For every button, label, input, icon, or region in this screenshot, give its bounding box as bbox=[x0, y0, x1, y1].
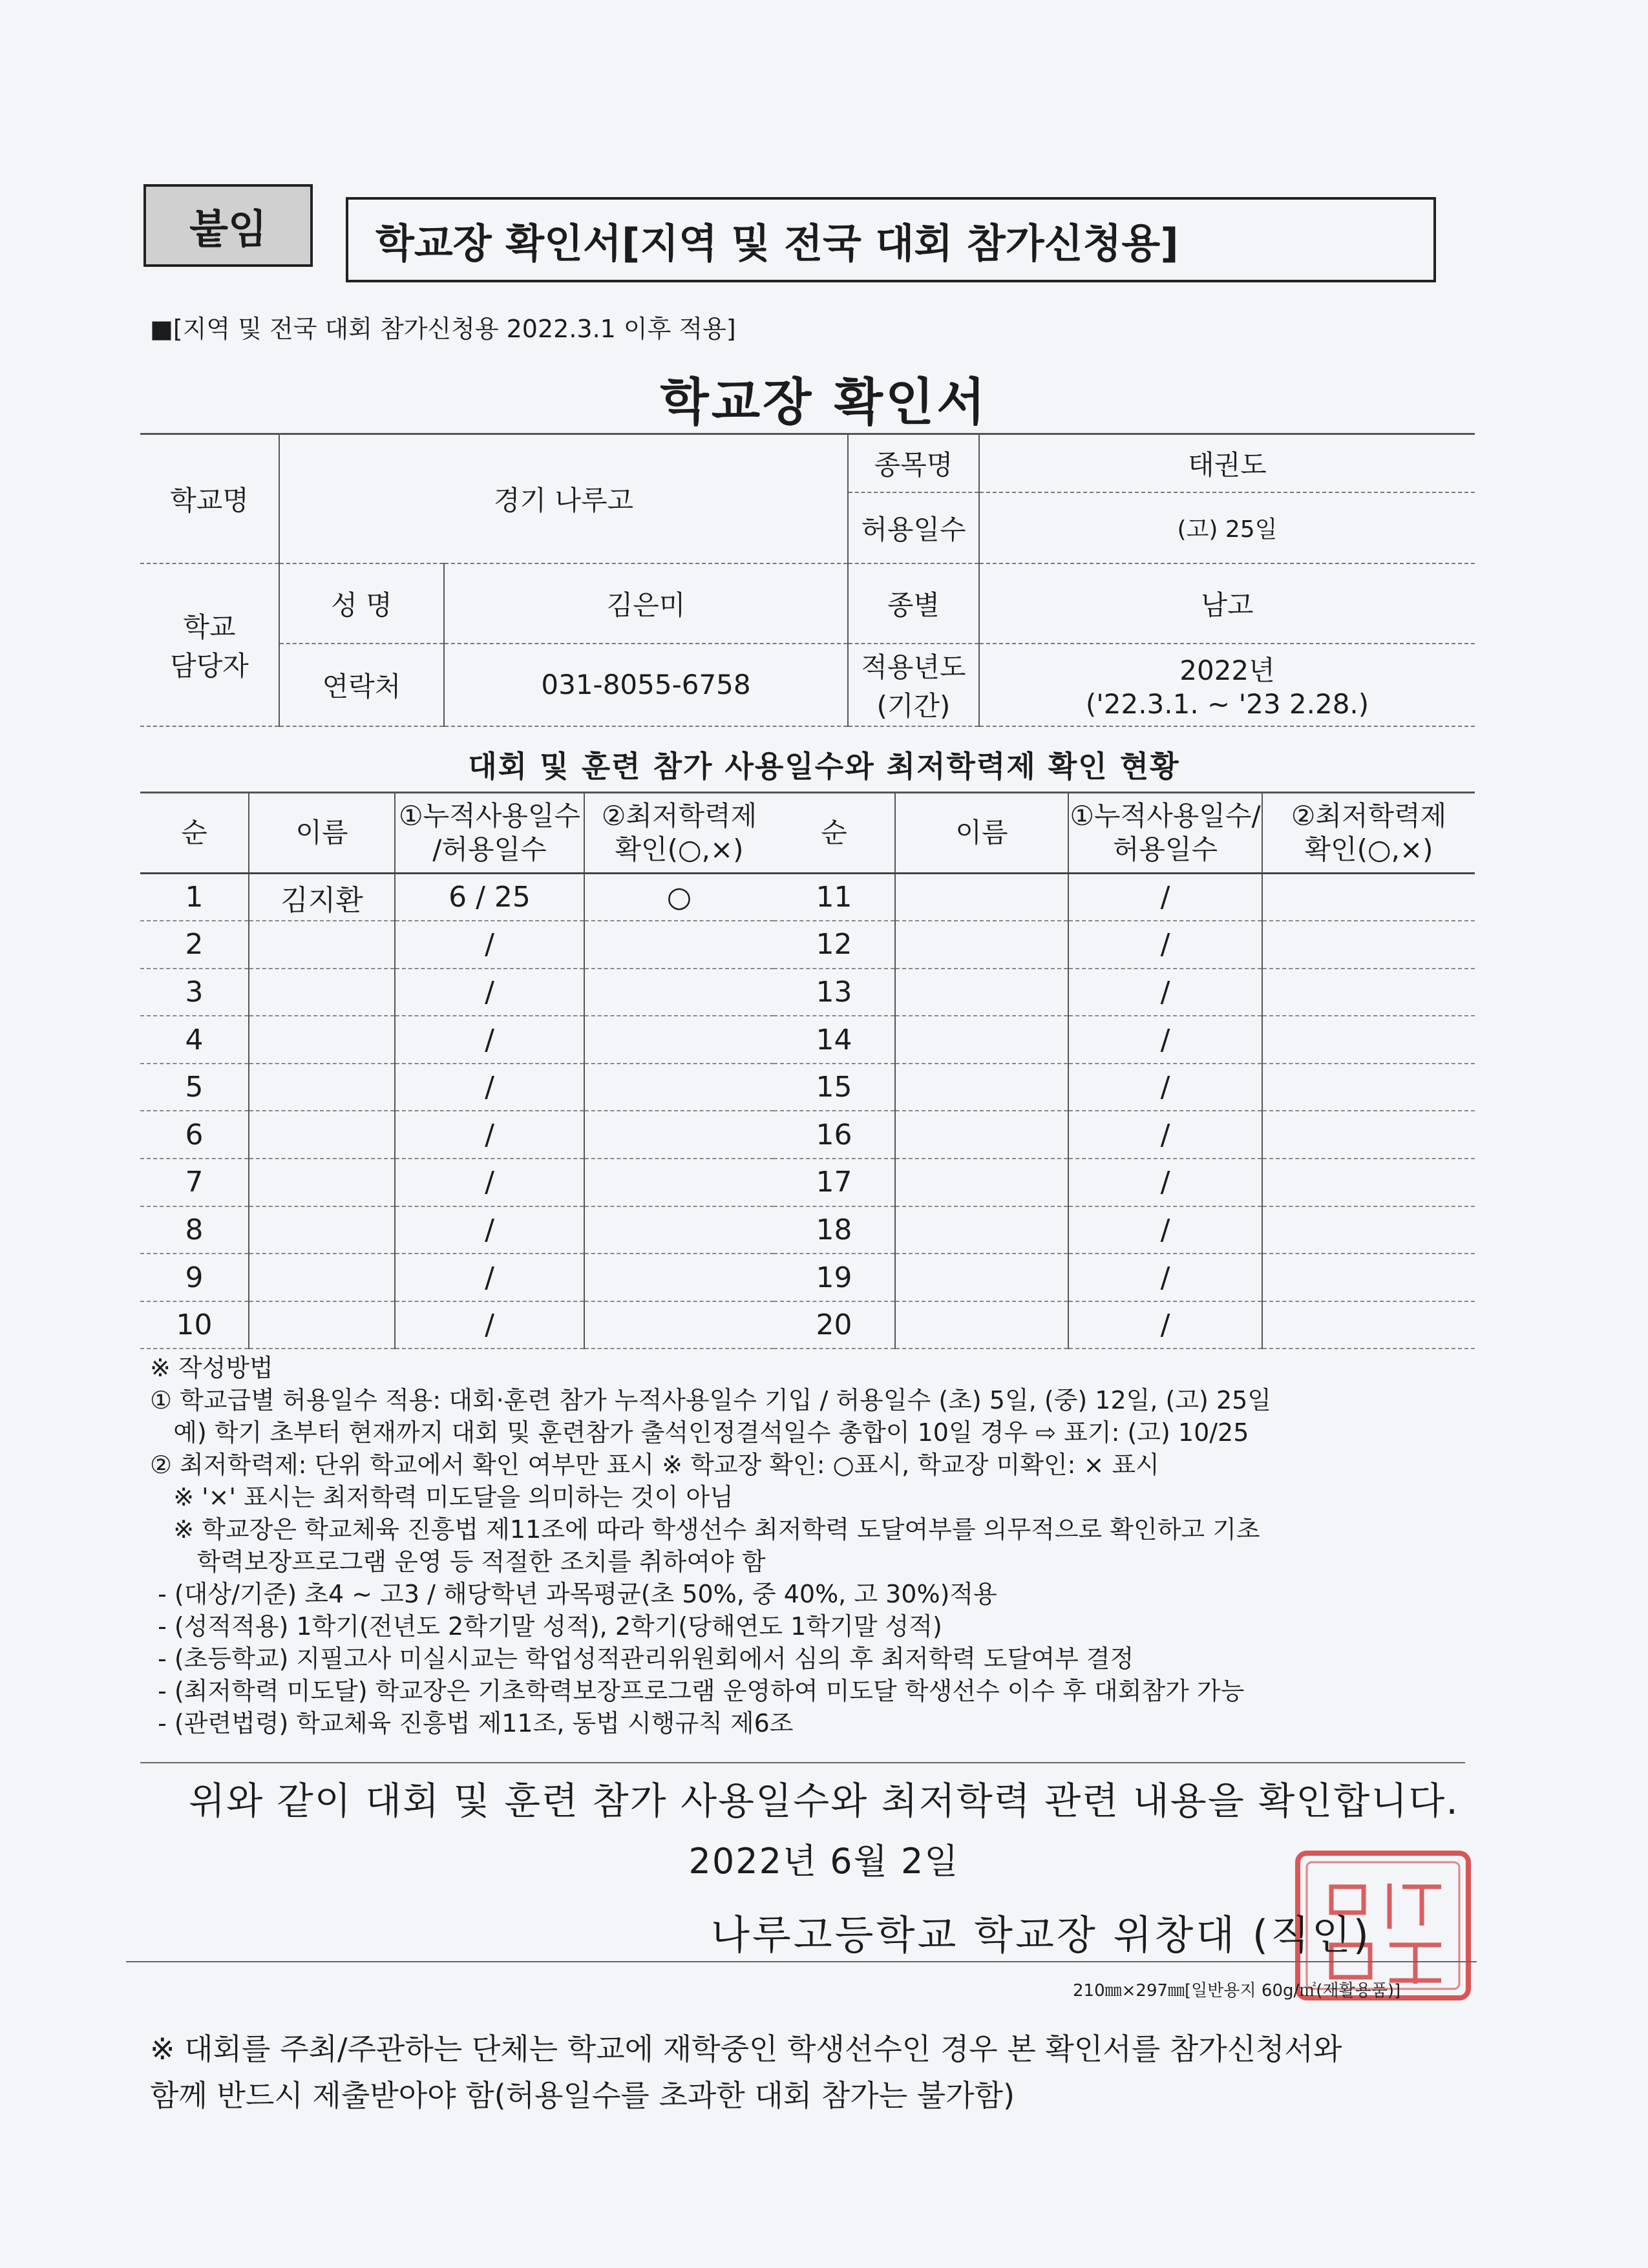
row-number: 18 bbox=[774, 1206, 895, 1254]
row-used-days: / bbox=[395, 1064, 584, 1111]
contact-value: 031-8055-6758 bbox=[444, 644, 848, 726]
row-academic-check bbox=[1262, 921, 1475, 969]
row-used-days: / bbox=[1068, 1064, 1262, 1111]
year-label bbox=[848, 644, 979, 726]
row-academic-check bbox=[584, 1159, 774, 1206]
row-academic-check bbox=[584, 969, 774, 1016]
table-row bbox=[140, 874, 774, 921]
row-name bbox=[895, 1016, 1068, 1064]
row-number: 14 bbox=[774, 1016, 895, 1064]
table-row bbox=[774, 1206, 1475, 1254]
row-name: 김지환 bbox=[249, 874, 395, 921]
row-number: 6 bbox=[140, 1111, 249, 1159]
confirmation-statement: 위와 같이 대회 및 훈련 참가 사용일수와 최저학력 관련 내용을 확인합니다. bbox=[189, 1779, 1459, 1823]
row-used-days: / bbox=[1068, 1254, 1262, 1301]
info-table bbox=[140, 433, 1475, 727]
table-row bbox=[774, 1254, 1475, 1301]
method-line: 예) 학기 초부터 현재까지 대회 및 훈련참가 출석인정결석일수 총합이 10일 경우 ⇨ 표기: (고) 10/25 bbox=[150, 1418, 1249, 1447]
table-row bbox=[140, 1159, 774, 1206]
row-name bbox=[249, 1016, 395, 1064]
form-title: 학교장 확인서[지역 및 전국 대회 참가신청용] bbox=[375, 219, 1179, 267]
manager-label-line2: 담당자 bbox=[170, 649, 249, 682]
col-header-academic-line2: 확인(○,×) bbox=[615, 834, 744, 865]
name-value: 김은미 bbox=[444, 563, 848, 644]
row-academic-check: ○ bbox=[584, 874, 774, 921]
row-name bbox=[895, 1301, 1068, 1349]
row-used-days: / bbox=[1068, 1016, 1262, 1064]
document-title: 학교장 확인서 bbox=[660, 373, 988, 432]
col-header-days-line1: ①누적사용일수 bbox=[398, 800, 581, 832]
event-label: 종목명 bbox=[848, 434, 979, 492]
table-row bbox=[774, 1111, 1475, 1159]
section-title: 대회 및 훈련 참가 사용일수와 최저학력제 확인 현황 bbox=[468, 749, 1180, 784]
paper-spec: 210㎜×297㎜[일반용지 60g/㎡(재활용품)] bbox=[1073, 1981, 1401, 2000]
row-used-days: / bbox=[395, 921, 584, 969]
col-header-days-line1: ①누적사용일수/ bbox=[1070, 800, 1261, 832]
row-academic-check bbox=[584, 1064, 774, 1111]
col-header-academic-line2: 확인(○,×) bbox=[1304, 834, 1433, 865]
row-used-days: / bbox=[395, 1254, 584, 1301]
category-value: 남고 bbox=[979, 563, 1475, 644]
col-header-days bbox=[1068, 793, 1262, 874]
row-number: 17 bbox=[774, 1159, 895, 1206]
row-number: 5 bbox=[140, 1064, 249, 1111]
school-manager-label bbox=[140, 563, 279, 726]
row-number: 19 bbox=[774, 1254, 895, 1301]
attachment-tag bbox=[143, 184, 313, 267]
writing-method bbox=[150, 1352, 1271, 1739]
method-line: - (관련법령) 학교체육 진흥법 제11조, 동법 시행규칙 제6조 bbox=[150, 1709, 794, 1738]
row-academic-check bbox=[1262, 1206, 1475, 1254]
row-academic-check bbox=[1262, 1016, 1475, 1064]
col-header-no: 순 bbox=[140, 793, 249, 874]
method-heading: ※ 작성방법 bbox=[150, 1354, 273, 1382]
method-line: ※ '×' 표시는 최저학력 미도달을 의미하는 것이 아님 bbox=[150, 1483, 734, 1511]
attachment-tag-label: 붙임 bbox=[189, 205, 267, 253]
row-academic-check bbox=[1262, 1111, 1475, 1159]
method-line: - (성적적용) 1학기(전년도 2학기말 성적), 2학기(당해연도 1학기말 성적) bbox=[150, 1612, 942, 1641]
row-used-days: / bbox=[395, 1206, 584, 1254]
event-value: 태권도 bbox=[979, 434, 1475, 492]
row-number: 11 bbox=[774, 874, 895, 921]
row-used-days: / bbox=[1068, 921, 1262, 969]
row-used-days: / bbox=[1068, 969, 1262, 1016]
row-academic-check bbox=[1262, 1159, 1475, 1206]
col-header-academic bbox=[1262, 793, 1475, 874]
principal-signature-line: 나루고등학교 학교장 위창대 (직인) bbox=[711, 1911, 1371, 1958]
col-header-academic-line1: ②최저학력제 bbox=[1291, 800, 1447, 832]
form-title-box bbox=[346, 197, 1436, 282]
table-row bbox=[774, 1159, 1475, 1206]
year-label-line2: (기간) bbox=[876, 689, 951, 722]
table-row bbox=[140, 921, 774, 969]
row-name bbox=[895, 1254, 1068, 1301]
row-academic-check bbox=[584, 921, 774, 969]
row-used-days: / bbox=[395, 1016, 584, 1064]
row-academic-check bbox=[1262, 1254, 1475, 1301]
table-row bbox=[774, 1064, 1475, 1111]
col-header-days-line2: 허용일수 bbox=[1112, 834, 1218, 865]
col-header-no: 순 bbox=[774, 793, 895, 874]
row-used-days: / bbox=[1068, 874, 1262, 921]
row-number: 8 bbox=[140, 1206, 249, 1254]
divider bbox=[126, 1961, 1477, 1962]
divider bbox=[140, 1762, 1465, 1763]
row-number: 10 bbox=[140, 1301, 249, 1349]
table-row bbox=[140, 1206, 774, 1254]
row-name bbox=[249, 1064, 395, 1111]
row-academic-check bbox=[584, 1111, 774, 1159]
category-label: 종별 bbox=[848, 563, 979, 644]
table-row bbox=[774, 1301, 1475, 1349]
row-used-days: / bbox=[395, 1301, 584, 1349]
row-academic-check bbox=[584, 1016, 774, 1064]
row-number: 16 bbox=[774, 1111, 895, 1159]
method-line: 학력보장프로그램 운영 등 적절한 조치를 취하여야 함 bbox=[150, 1548, 766, 1576]
participation-table-right bbox=[774, 792, 1475, 1349]
row-number: 15 bbox=[774, 1064, 895, 1111]
table-row bbox=[774, 874, 1475, 921]
allowed-days-label: 허용일수 bbox=[848, 492, 979, 563]
table-row bbox=[140, 1111, 774, 1159]
row-used-days: / bbox=[1068, 1301, 1262, 1349]
col-header-days bbox=[395, 793, 584, 874]
row-number: 3 bbox=[140, 969, 249, 1016]
row-academic-check bbox=[1262, 969, 1475, 1016]
participation-table-left bbox=[140, 792, 774, 1349]
row-number: 9 bbox=[140, 1254, 249, 1301]
col-header-academic bbox=[584, 793, 774, 874]
applicability-note: ■[지역 및 전국 대회 참가신청용 2022.3.1 이후 적용] bbox=[150, 315, 736, 343]
method-line: ① 학교급별 허용일수 적용: 대회·훈련 참가 누적사용일수 기입 / 허용일수 (초) 5일, (중) 12일, (고) 25일 bbox=[150, 1386, 1272, 1414]
row-used-days: / bbox=[1068, 1111, 1262, 1159]
col-header-name: 이름 bbox=[249, 793, 395, 874]
method-lines bbox=[150, 1384, 1271, 1739]
row-used-days: / bbox=[395, 969, 584, 1016]
submission-note-line2: 함께 반드시 제출받아야 함(허용일수를 초과한 대회 참가는 불가함) bbox=[150, 2078, 1015, 2113]
issue-date: 2022년 6월 2일 bbox=[688, 1841, 960, 1882]
table-row bbox=[774, 1016, 1475, 1064]
row-name bbox=[249, 1111, 395, 1159]
row-name bbox=[249, 921, 395, 969]
allowed-days-value: (고) 25일 bbox=[979, 492, 1475, 563]
row-name bbox=[895, 1159, 1068, 1206]
table-row bbox=[774, 969, 1475, 1016]
row-academic-check bbox=[584, 1206, 774, 1254]
row-name bbox=[895, 1111, 1068, 1159]
row-used-days: / bbox=[1068, 1159, 1262, 1206]
row-name bbox=[895, 874, 1068, 921]
row-name bbox=[249, 1159, 395, 1206]
school-name-label: 학교명 bbox=[140, 434, 279, 563]
table-row bbox=[140, 969, 774, 1016]
year-value-line2: ('22.3.1. ~ '23 2.28.) bbox=[1085, 688, 1369, 720]
name-label: 성 명 bbox=[279, 563, 444, 644]
table-row bbox=[140, 1016, 774, 1064]
year-label-line1: 적용년도 bbox=[861, 651, 966, 683]
row-academic-check bbox=[1262, 1064, 1475, 1111]
row-name bbox=[249, 1301, 395, 1349]
method-line: - (최저학력 미도달) 학교장은 기초학력보장프로그램 운영하여 미도달 학생선수 이수 후 대회참가 가능 bbox=[150, 1677, 1245, 1705]
col-header-name: 이름 bbox=[895, 793, 1068, 874]
table-row bbox=[774, 921, 1475, 969]
row-number: 2 bbox=[140, 921, 249, 969]
col-header-academic-line1: ②최저학력제 bbox=[601, 800, 757, 832]
row-number: 13 bbox=[774, 969, 895, 1016]
row-academic-check bbox=[584, 1301, 774, 1349]
row-academic-check bbox=[1262, 1301, 1475, 1349]
row-name bbox=[249, 1254, 395, 1301]
row-academic-check bbox=[1262, 874, 1475, 921]
year-value-line1: 2022년 bbox=[1179, 655, 1275, 686]
row-name bbox=[895, 1206, 1068, 1254]
table-row bbox=[140, 1254, 774, 1301]
table-row bbox=[140, 1064, 774, 1111]
table-row bbox=[140, 1301, 774, 1349]
manager-label-line1: 학교 bbox=[183, 611, 236, 643]
submission-note-line1: ※ 대회를 주최/주관하는 단체는 학교에 재학중인 학생선수인 경우 본 확인서를 참가신청서와 bbox=[150, 2032, 1342, 2066]
submission-note bbox=[150, 2026, 1342, 2119]
row-name bbox=[249, 969, 395, 1016]
row-name bbox=[895, 921, 1068, 969]
row-number: 12 bbox=[774, 921, 895, 969]
row-name bbox=[895, 1064, 1068, 1111]
row-used-days: / bbox=[1068, 1206, 1262, 1254]
year-value bbox=[979, 644, 1475, 726]
row-used-days: 6 / 25 bbox=[395, 874, 584, 921]
row-used-days: / bbox=[395, 1159, 584, 1206]
row-number: 20 bbox=[774, 1301, 895, 1349]
method-line: ※ 학교장은 학교체육 진흥법 제11조에 따라 학생선수 최저학력 도달여부를 의무적으로 확인하고 기초 bbox=[150, 1515, 1260, 1544]
method-line: - (대상/기준) 초4 ~ 고3 / 해당학년 과목평균(초 50%, 중 40%, 고 30%)적용 bbox=[150, 1580, 997, 1608]
row-number: 1 bbox=[140, 874, 249, 921]
row-name bbox=[895, 969, 1068, 1016]
contact-label: 연락처 bbox=[279, 644, 444, 726]
row-number: 4 bbox=[140, 1016, 249, 1064]
row-academic-check bbox=[584, 1254, 774, 1301]
row-number: 7 bbox=[140, 1159, 249, 1206]
row-used-days: / bbox=[395, 1111, 584, 1159]
row-name bbox=[249, 1206, 395, 1254]
method-line: - (초등학교) 지필고사 미실시교는 학업성적관리위원회에서 심의 후 최저학력 도달여부 결정 bbox=[150, 1644, 1134, 1673]
school-name-value: 경기 나루고 bbox=[279, 434, 848, 563]
method-line: ② 최저학력제: 단위 학교에서 확인 여부만 표시 ※ 학교장 확인: ○표시, 학교장 미확인: × 표시 bbox=[150, 1451, 1159, 1479]
col-header-days-line2: /허용일수 bbox=[432, 834, 547, 865]
